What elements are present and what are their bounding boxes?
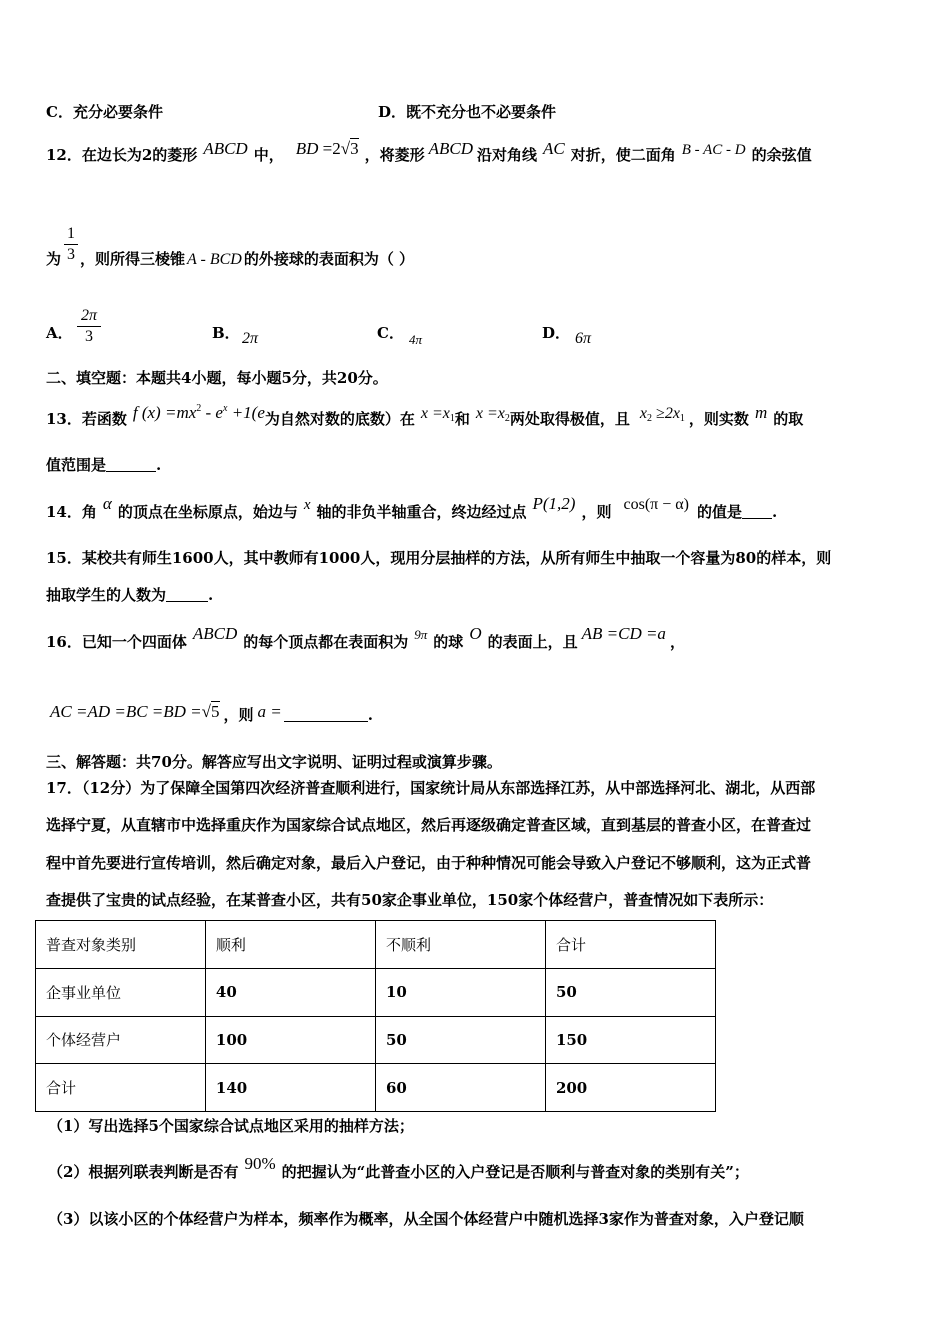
q12-duizhe: 对折，使二面角 (570, 146, 676, 164)
q14-cos: cos(π − α) (623, 496, 689, 513)
q14-alpha: α (102, 494, 112, 513)
table-cell: 个体经营户 (36, 1016, 206, 1064)
q15-line2-text: 抽取学生的人数为 (46, 586, 167, 604)
table-row (36, 968, 716, 1016)
q13-mid: 为自然对数的底数）在 (264, 410, 415, 428)
table-cell: 企事业单位 (36, 968, 206, 1016)
q14-tail: 的值是 (696, 503, 742, 521)
q13-he: 和 (454, 410, 470, 428)
q16-line1 (46, 624, 685, 652)
q12-tail: 的外接球的表面积为（ ） (243, 250, 415, 268)
q13-func-b: - e (201, 403, 223, 422)
table-cell: 40 (205, 968, 375, 1016)
q13-liang: 两处取得极值，且 (509, 410, 630, 428)
q13-x1: x =x (420, 405, 450, 422)
q12-angle: B - AC - D (681, 142, 746, 158)
q12-yan: 沿对角线 (476, 146, 537, 164)
q16-comma: ， (669, 633, 685, 651)
q12-option-d-label: D． (542, 324, 571, 342)
q14-b: 轴的非负半轴重合，终边经过点 (316, 503, 527, 521)
q12-ac: AC (543, 139, 565, 158)
q15-end: . (208, 586, 214, 604)
table-cell: 合计 (36, 1064, 206, 1112)
q15-line2 (46, 586, 213, 604)
q12-wei: 为 (46, 250, 62, 268)
q12-num: 12．在边长为2的菱形 (46, 146, 198, 164)
q16-answer-blank (284, 707, 368, 722)
q12-option-a-fraction (77, 307, 101, 346)
q16-ze: ，则 (223, 706, 254, 724)
q13-func-a: f (x) =mx (132, 403, 197, 422)
q16-o: O (469, 624, 482, 643)
q12-fraction (64, 225, 78, 264)
q13-ze: ，则实数 (688, 410, 749, 428)
q14-line (46, 494, 778, 522)
q13-line2 (46, 456, 161, 474)
q14-a: 的顶点在坐标原点，始边与 (117, 503, 298, 521)
q13-func-sup1: 2 (196, 403, 202, 414)
q12-bd: BD (295, 139, 319, 158)
section3-heading: 三、解答题：共70分。解答应写出文字说明、证明过程或演算步骤。 (46, 753, 502, 771)
q11-option-d: D．既不充分也不必要条件 (378, 103, 557, 121)
q16-l2: AC =AD =BC =BD = (50, 702, 202, 721)
q13-end: . (156, 456, 162, 474)
q14-end: . (771, 503, 778, 521)
q12-zhong: 中， (253, 146, 284, 164)
q12-abcd3: A - BCD (187, 251, 242, 268)
q13-x2: x =x (475, 405, 505, 422)
table-cell: 60 (375, 1064, 545, 1112)
q12-option-d-value: 6π (575, 330, 592, 347)
q12-option-b-value: 2π (242, 330, 259, 347)
table-cell: 200 (545, 1064, 715, 1112)
sqrt-icon: √ (340, 139, 351, 158)
q17-part1: （1）写出选择5个国家综合试点地区采用的抽样方法； (48, 1117, 414, 1135)
q12-option-c-value: 4π (409, 332, 423, 347)
q16-ab: AB =CD =a (581, 624, 666, 643)
table-row (36, 1016, 716, 1064)
q11-option-c: C．充分必要条件 (46, 103, 163, 121)
q12-abcd2: ABCD (428, 139, 473, 158)
section2-heading: 二、填空题：本题共4小题，每小题5分，共20分。 (46, 369, 388, 387)
q15-line1: 15．某校共有师生1600人，其中教师有1000人，现用分层抽样的方法，从所有师生中抽取一个容量为80的样本，则 (46, 549, 832, 567)
q12-ze: ，则所得三棱锥 (80, 250, 186, 268)
q13-cond-sub2: 1 (679, 413, 685, 424)
table-header-cell: 普查对象类别 (36, 921, 206, 969)
q13-x2-sub: 2 (504, 413, 510, 424)
q17-line1: 17．（12分）为了保障全国第四次经济普查顺利进行，国家统计局从东部选择江苏，从中部选择河北、湖北，从西部 (46, 779, 816, 797)
table-cell: 50 (375, 1016, 545, 1064)
q13-cond-sub1: 2 (647, 413, 653, 424)
q12-eq2: =2 (318, 139, 341, 158)
q14-ze: ，则 (581, 503, 612, 521)
q14-answer-blank (742, 504, 772, 519)
q12-line2 (80, 250, 414, 269)
q16-num: 16．已知一个四面体 (46, 633, 187, 651)
q13-func-sup2: x (222, 403, 228, 414)
q13-num: 13．若函数 (46, 410, 127, 428)
q16-b: 的球 (433, 633, 464, 651)
q16-sqrt5: 5 (211, 702, 220, 721)
table-header-cell: 合计 (545, 921, 715, 969)
sqrt-icon: √ (201, 702, 211, 721)
q13-line2-text: 值范围是 (46, 456, 107, 474)
q16-c: 的表面上，且 (487, 633, 578, 651)
q12-option-a-den: 3 (85, 328, 93, 345)
q13-line1 (46, 403, 804, 434)
q17-part2b: 的把握认为“此普查小区的入户登记是否顺利与普查对象的类别有关”； (281, 1163, 749, 1181)
q12-option-b-label: B． (212, 324, 240, 342)
q12-option-a-num: 2π (80, 307, 97, 324)
table-header-cell: 不顺利 (375, 921, 545, 969)
q12-option-a-label: A． (46, 324, 73, 342)
q12-abcd: ABCD (203, 139, 248, 158)
q13-func-c: +1(e (227, 403, 265, 422)
fraction-bar (77, 326, 101, 327)
q13-cond-b: ≥2x (652, 405, 680, 422)
q16-line2 (50, 702, 373, 724)
q12-sqrt3: 3 (350, 139, 359, 158)
q17-part2 (48, 1154, 749, 1181)
table-header-cell: 顺利 (205, 921, 375, 969)
q13-m: m (754, 403, 768, 422)
survey-table (35, 920, 716, 1112)
q16-end: . (367, 706, 373, 724)
table-cell: 140 (205, 1064, 375, 1112)
q17-line4: 查提供了宝贵的试点经验，在某普查小区，共有50家企事业单位，150家个体经营户，普查情况如下表所示： (46, 891, 774, 909)
q16-abcd: ABCD (192, 624, 238, 643)
table-cell: 10 (375, 968, 545, 1016)
fraction-bar (64, 244, 78, 245)
q13-cond-a: x (639, 405, 648, 422)
q14-num: 14．角 (46, 503, 97, 521)
q17-line2: 选择宁夏，从直辖市中选择重庆作为国家综合试点地区，然后再逐级确定普查区域，直到基层的普查小区，在普查过 (46, 816, 812, 834)
table-row (36, 1064, 716, 1112)
q15-answer-blank (166, 587, 208, 602)
q12-line1 (46, 139, 812, 165)
q12-yuxian: 的余弦值 (751, 146, 812, 164)
table-cell: 100 (205, 1016, 375, 1064)
q12-frac-num: 1 (67, 225, 75, 242)
q16-ninepi: 9π (414, 627, 428, 642)
q12-option-c-label: C． (377, 324, 404, 342)
q14-x: x (303, 497, 311, 513)
table-header-row (36, 921, 716, 969)
q17-line3: 程中首先要进行宣传培训，然后确定对象，最后入户登记，由于种种情况可能会导致入户登记不够顺利，这为正式普 (46, 854, 812, 872)
q13-answer-blank (106, 457, 156, 472)
q17-percent: 90% (244, 1154, 276, 1173)
table-cell: 50 (545, 968, 715, 1016)
q12-frac-den: 3 (67, 246, 75, 263)
q17-part3: （3）以该小区的个体经营户为样本，频率作为概率，从全国个体经营户中随机选择3家作为普查对象，入户登记顺 (48, 1210, 804, 1228)
q13-de: 的取 (773, 410, 804, 428)
q16-a: 的每个顶点都在表面积为 (243, 633, 409, 651)
q14-point: P(1,2) (532, 494, 576, 513)
q13-x1-sub: 1 (449, 413, 455, 424)
table-cell: 150 (545, 1016, 715, 1064)
q17-part2a: （2）根据列联表判断是否有 (48, 1163, 239, 1181)
q12-jiang: ，将菱形 (364, 146, 425, 164)
q16-aeq: a = (257, 702, 282, 721)
